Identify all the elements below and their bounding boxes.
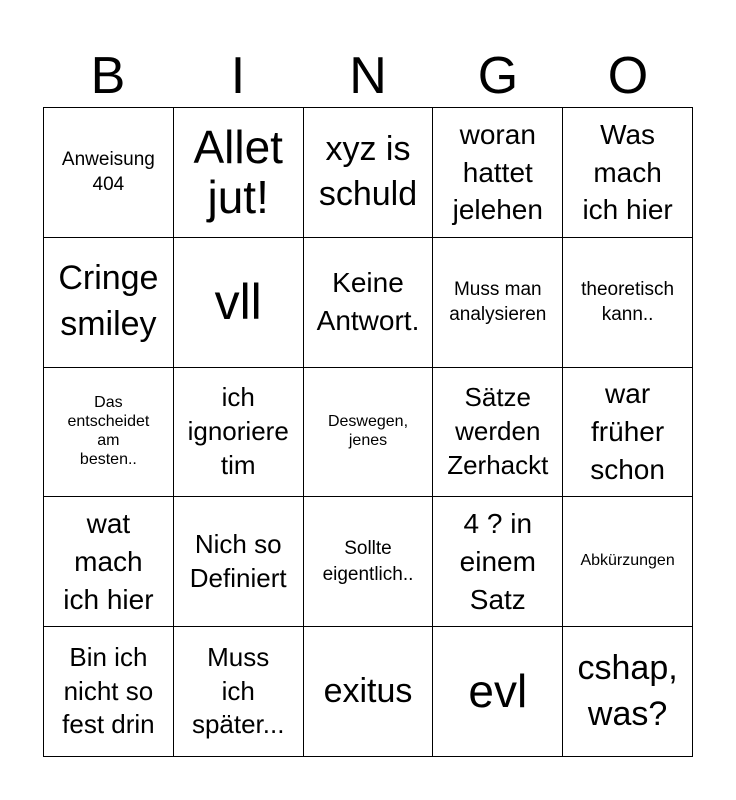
bingo-cell[interactable]: Anweisung 404 xyxy=(44,108,174,238)
bingo-cell[interactable]: ich ignoriere tim xyxy=(174,368,304,498)
bingo-cell[interactable]: Bin ich nicht so fest drin xyxy=(44,627,174,757)
bingo-cell[interactable]: xyz is schuld xyxy=(304,108,434,238)
header-letter-o: O xyxy=(607,47,649,105)
bingo-header xyxy=(43,44,693,108)
bingo-cell[interactable]: exitus xyxy=(304,627,434,757)
bingo-cell[interactable]: Abkürzungen xyxy=(563,497,693,627)
bingo-cell[interactable]: 4 ? in einem Satz xyxy=(433,497,563,627)
bingo-cell[interactable]: cshap, was? xyxy=(563,627,693,757)
header-letter-n: N xyxy=(349,47,387,105)
bingo-cell[interactable]: theoretisch kann.. xyxy=(563,238,693,368)
bingo-cell[interactable]: Sätze werden Zerhackt xyxy=(433,368,563,498)
bingo-cell[interactable]: Was mach ich hier xyxy=(563,108,693,238)
bingo-grid xyxy=(43,107,693,757)
bingo-cell[interactable]: Deswegen, jenes xyxy=(304,368,434,498)
bingo-cell[interactable]: Sollte eigentlich.. xyxy=(304,497,434,627)
header-letter-g: G xyxy=(477,47,519,105)
bingo-cell[interactable]: Keine Antwort. xyxy=(304,238,434,368)
bingo-cell[interactable]: Das entscheidet am besten.. xyxy=(44,368,174,498)
bingo-cell[interactable]: wat mach ich hier xyxy=(44,497,174,627)
bingo-cell[interactable]: Allet jut! xyxy=(174,108,304,238)
bingo-cell[interactable]: Nich so Definiert xyxy=(174,497,304,627)
bingo-cell[interactable]: vll xyxy=(174,238,304,368)
bingo-cell[interactable]: Cringe smiley xyxy=(44,238,174,368)
bingo-cell[interactable]: Muss man analysieren xyxy=(433,238,563,368)
bingo-cell[interactable]: evl xyxy=(433,627,563,757)
header-letter-i: I xyxy=(230,47,246,105)
header-letter-b: B xyxy=(90,47,126,105)
bingo-cell[interactable]: Muss ich später... xyxy=(174,627,304,757)
bingo-cell[interactable]: woran hattet jelehen xyxy=(433,108,563,238)
bingo-cell[interactable]: war früher schon xyxy=(563,368,693,498)
